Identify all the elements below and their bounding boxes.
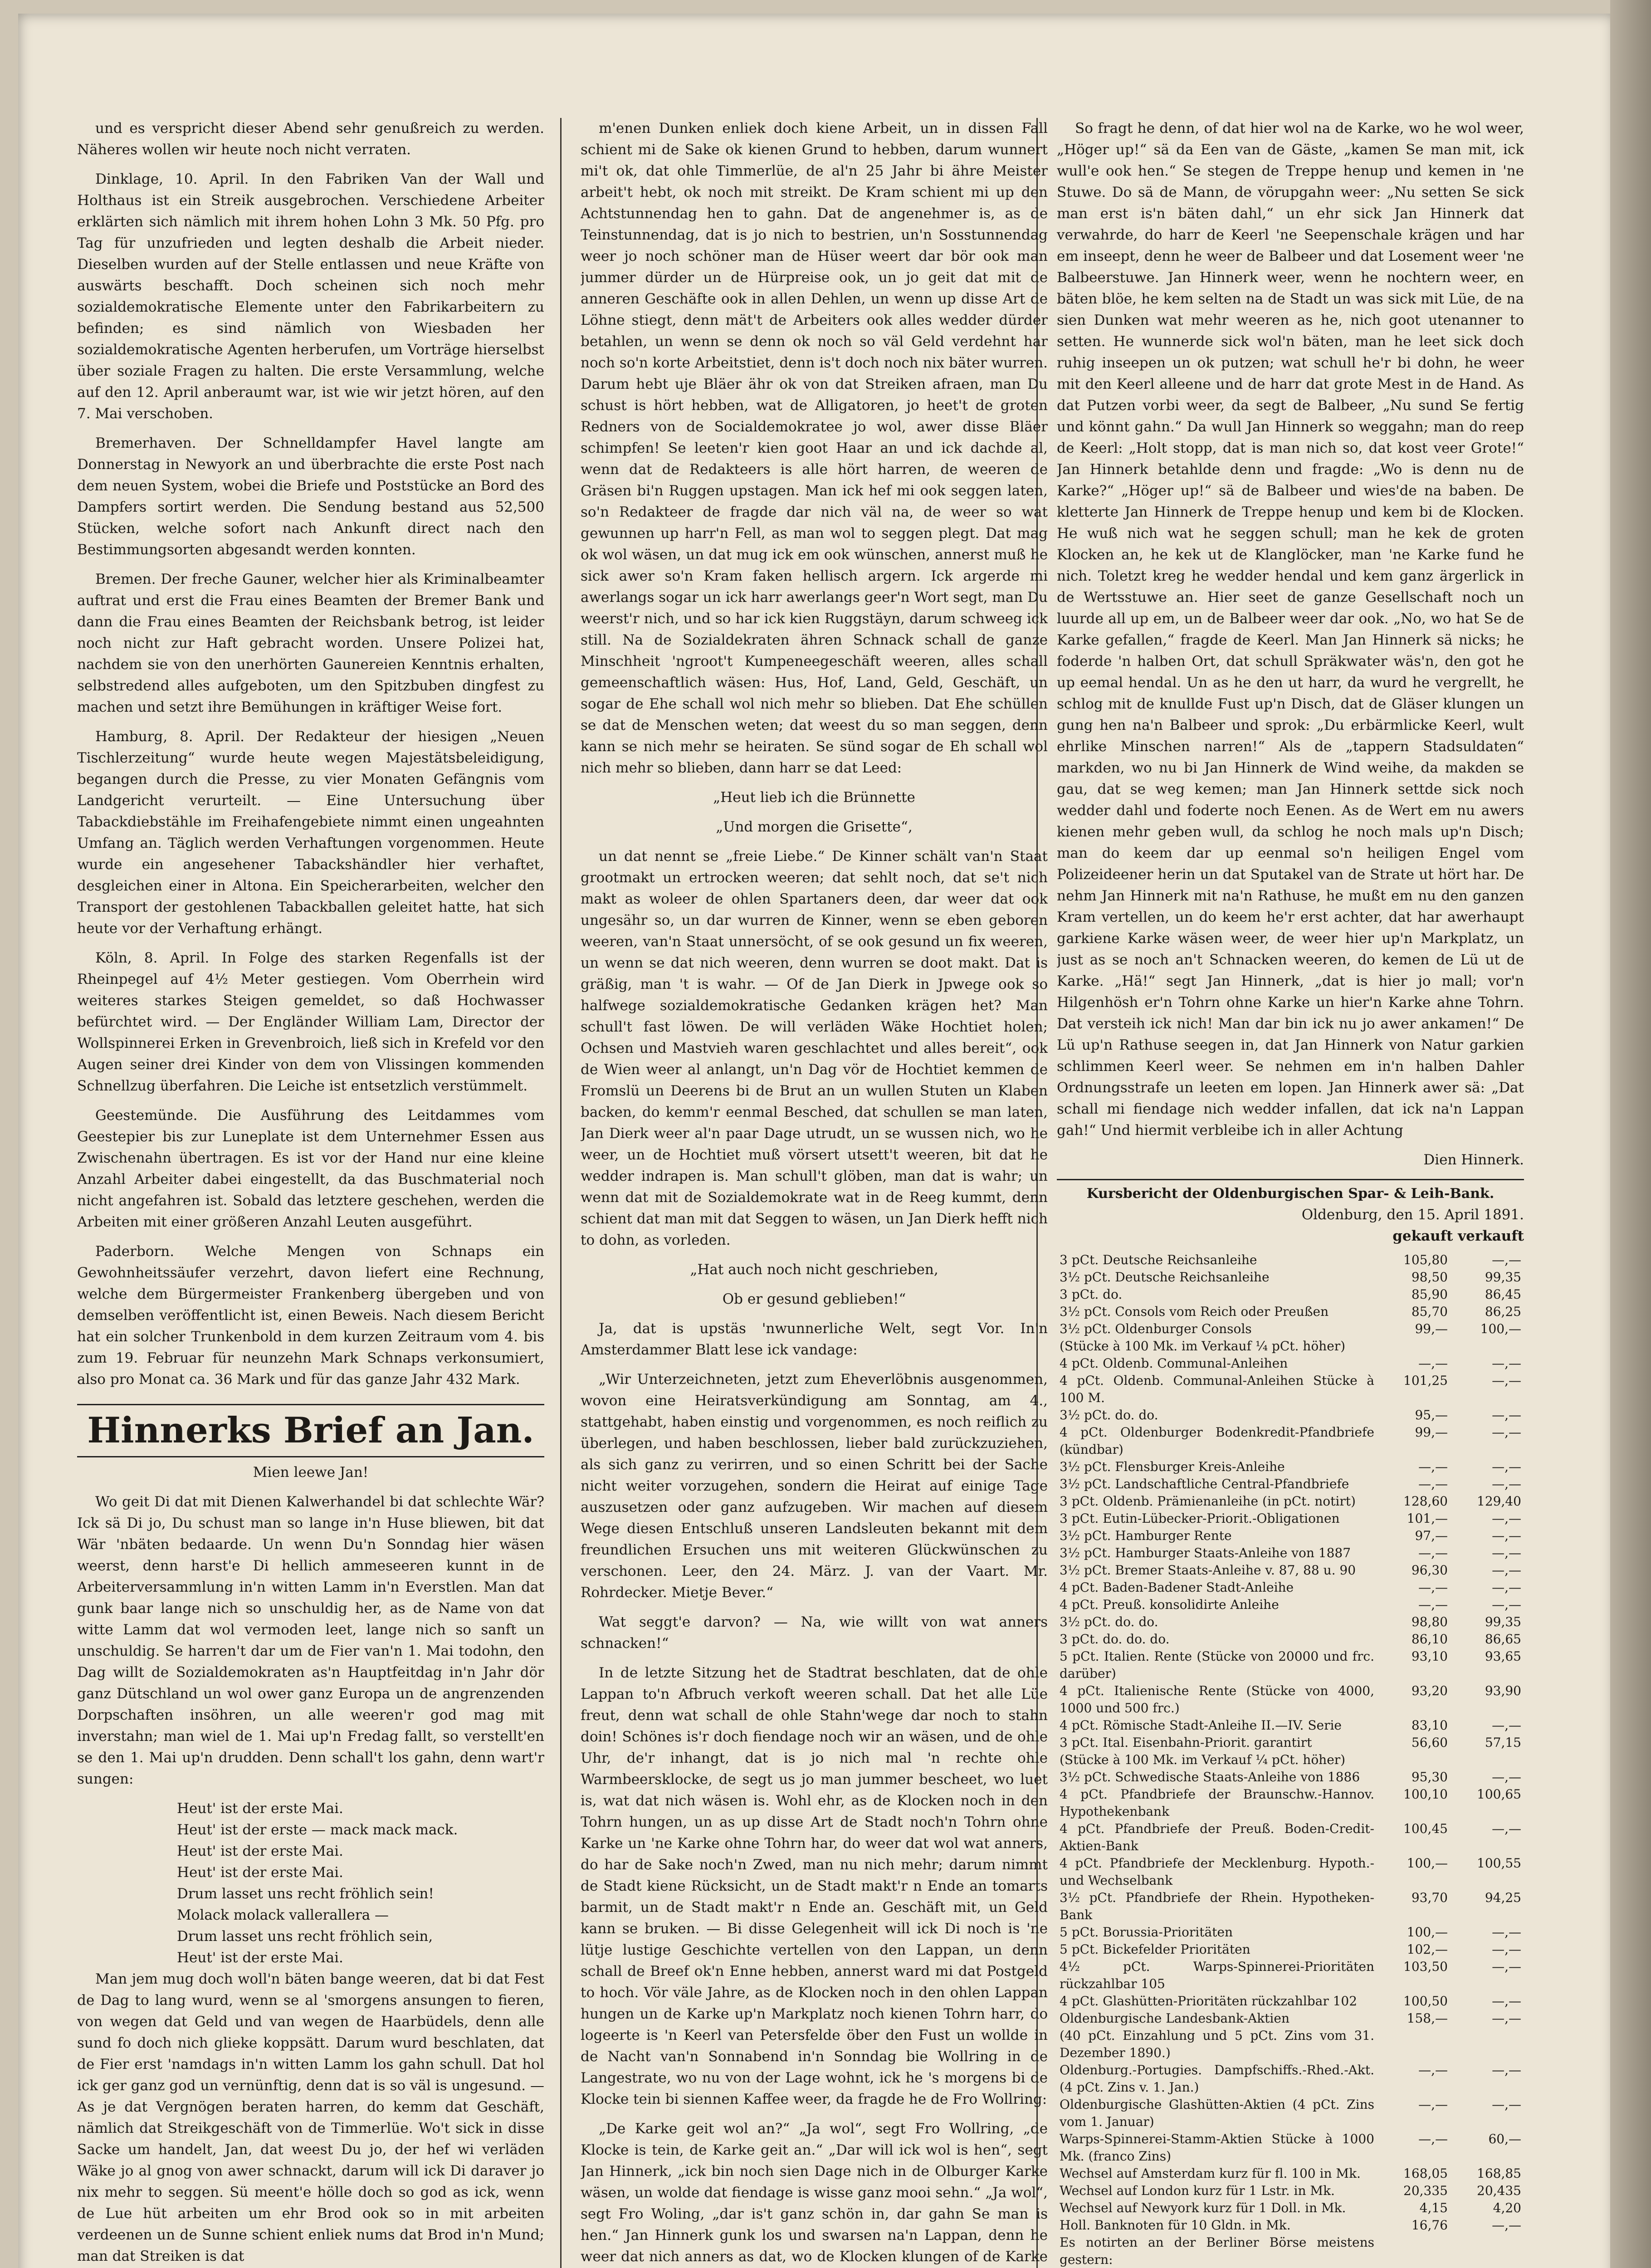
poem-line: Heut' ist der erste — mack mack mack.: [177, 1822, 458, 1838]
security-name: 3½ pCt. Landschaftliche Central-Pfandbriefe: [1060, 1476, 1349, 1491]
sell-price: 100,—: [1480, 1321, 1521, 1336]
news-hamburg: Hamburg, 8. April. Der Redakteur der hiesigen „Neuen Tischlerzeitung“ wurde heute wegen Majestätsbeleidigung, begangen durch die Presse, zu vier Monaten Gefängnis vom Landgericht verurteilt. — Eine Untersuchung über Tabackdiebstähle im Freihafengebiete nimmt einen ungeahnten Umfang an. Täglich werden Verhaftungen vorgenommen. Heute wurde ein angesehener Tabackshändler hier verhaftet, desgleichen einer in Altona. Ein Speicherarbeiten, welcher den Transport der gestohlenen Tabackballen geleitet hatte, hat sich heute vor der Verhaftung erhängt.: [77, 728, 544, 937]
buy-price: 86,10: [1411, 1632, 1448, 1647]
security-name: Oldenburg.-Portugies. Dampfschiffs.-Rhed.-Akt. (4 pCt. Zins v. 1. Jan.): [1060, 2063, 1374, 2095]
kurs-table: [1057, 1251, 1524, 2268]
poem-line: Molack molack vallerallera —: [177, 1907, 389, 1923]
letter-paragraph: In de letzte Sitzung het de Stadtrat beschlaten, dat de ohle Lappan to'n Afbruch verkoft weeren schall. Dat het alle Lüe freut, denn wat schall de ohle Stahn'wege dar noch to stahn doin! Schönes is'r doch fiendage noch wir an wäsen, und de ohle Uhr, de'r inhangt, dat is jo nich mal 'n rechte ohle Warmbeersklocke, de segt us jo man jummer bescheet, wo luet is, wat dat nich wäsen is. Wohl ehr, as de Klocken noch in den Tohrn hungen, un as up disse Art de Stadt noch'n Tohrn ohne Karke un 'ne Karke ohne Tohrn har, do weer dat wol wat anners, do har de Sake noch'n Zwed, man nu nich mehr; darum nimmt de Stadt kiene Rücksicht, un de Stadt makt'r n Ende an tomarts barmit, un de Stadt makt'r n Ende an. Geschäft mit, un Geld kann se bruken. — Bi disse Gelegenheit will ick Di noch is 'ne lütje lustige Geschichte vertellen von den Lappan, un denn schall de Breef ok'n Enne hebben, annerst ward mi dat Postgeld to hoch. Vör väle Jahre, as de Klocken noch in den ohlen Lappan hungen un de Karke up'n Markplatz noch kienen Tohrn harr, do logeerte is 'n Keerl van Petersfelde öber den Fust un wollde in de Nacht van'n Sonnabend in'n Sonndag bie Wollring in de Langestrate, wo nu von der Lage wohnt, ick he 's morgens bi de Klocke tein bi siennen Kaffee weer, da fragde he de Fro Wollring:: [581, 1665, 1048, 2107]
kurs-row: [1057, 1613, 1524, 1631]
buy-price: 56,60: [1411, 1735, 1448, 1750]
buy-price: —,—: [1418, 1459, 1448, 1474]
quote-line: „Hat auch noch nicht geschrieben,: [690, 1261, 938, 1278]
news-geestemuende: Geestemünde. Die Ausführung des Leitdammes vom Geestepier bis zur Luneplate ist dem Unternehmer Essen aus Zwischenahn übertragen. Es ist vor der Hand nur eine kleine Anzahl Arbeiter dabei eingestellt, da das Buschmaterial noch nicht angefahren ist. Sobald das letztere geschehen, werden die Arbeiten mit einer größeren Anzahl Leuten ausgeführt.: [77, 1107, 544, 1230]
article-headline: Hinnerks Brief an Jan.: [77, 1404, 544, 1457]
sell-price: —,—: [1492, 1408, 1521, 1422]
kurs-row: [1057, 1338, 1524, 1355]
kurs-row: [1057, 1424, 1524, 1458]
buy-price: 99,—: [1415, 1321, 1448, 1336]
sell-price: —,—: [1492, 1769, 1521, 1784]
sell-price: —,—: [1492, 1994, 1521, 2009]
buy-price: 93,20: [1411, 1683, 1448, 1698]
buy-price: 96,30: [1411, 1563, 1448, 1578]
sell-price: 86,45: [1485, 1287, 1521, 1302]
kurs-row: [1057, 1855, 1524, 1889]
article-text: und es verspricht dieser Abend sehr genußreich zu werden. Näheres wollen wir heute noch nicht verraten.: [77, 120, 544, 158]
security-name: (Stücke à 100 Mk. im Verkauf ¼ pCt. höher): [1060, 1752, 1346, 1767]
security-name: 4 pCt. Italienische Rente (Stücke von 4000, 1000 und 500 frc.): [1060, 1683, 1374, 1716]
column-1: [77, 118, 544, 2268]
sell-price: —,—: [1492, 1511, 1521, 1526]
sell-price: —,—: [1492, 1545, 1521, 1560]
kurs-row: [1057, 1717, 1524, 1734]
buy-price: 101,25: [1403, 1373, 1448, 1388]
security-name: Holl. Banknoten für 10 Gldn. in Mk.: [1060, 2218, 1291, 2233]
sell-price: —,—: [1492, 2097, 1521, 2112]
sell-price: —,—: [1492, 1942, 1521, 1957]
kurs-row: [1057, 1958, 1524, 1993]
kurs-row: [1057, 2062, 1524, 2096]
security-name: 4 pCt. Preuß. konsolidirte Anleihe: [1060, 1597, 1279, 1612]
poem-line: Heut' ist der erste Mai.: [177, 1864, 343, 1881]
sell-price: 94,25: [1485, 1890, 1521, 1905]
letter-paragraph: Wo geit Di dat mit Dienen Kalwerhandel bi dat schlechte Wär? Ick sä Di jo, Du schust man so lange in'n Huse bliewen, bit dat Wär 'nbäten bedaarde. Un wenn Du'n Sonndag hier wäsen weerst, denn harst'e Di hellich ammeseeren kunnt in de Arbeiterversammlung in'n witten Lamm in'n Everstlen. Man dat gunk baar lange nich so unschuldig her, as de Name von dat witte Lamm dat wol vermoden leet, lange nich so sanft un unschuldig. Se harren't dar um de Fier van'n 1. Mai todohn, den Dag willt de Sozialdemokraten as'n Hauptfeitdag in'n Jahr dör ganz Dütschland un wol ower ganz Europa un de angrenzenden Dorpschaften insöhren, un alle weeren'r god mag mit inverstahn; man wiel de 1. Mai up'n Fredag fallt, so verstellt'en se den 1. Mai up'n drudden. Denn schall't los gahn, denn wart'r sungen:: [77, 1494, 544, 1787]
letter-paragraph: m'enen Dunken enliek doch kiene Arbeit, un in dissen Fall schient mi de Sake ok kienen Grund to hebben, darum wunnert mi't ok, dat ohle Timmerlüe, de al'n 25 Jahr bi ähre Meister arbeit't hebt, ok noch mit streikt. De Kram schient mi up den Achtstunnendag hen to gahn. Dat de angenehmer is, as de Teinstunnendag, dat is jo nich to bestrien, un'n Sosstunnendag weer jo noch schöner man de Hüser weert dar bör ook man jummer dürder un de Hürpreise ook, un jo geit dat mit de anneren Geschäfte ook in allen Dehlen, un wenn up disse Art de Löhne stiegt, denn mät't de Arbeiters ook alles wedder dürder betahlen, un wenn se denn ok noch so väl Geld verdehnt har noch so'n korte Arbeitstiet, denn is't doch noch nix bäter wurren. Darum hebt uje Bläer ähr ok von dat Streiken afraen, man Du schust is hört hebben, wat de Alligatoren, jo heet't de groten Redners von de Socialdemokratee jo wol, awer disse Bläer schimpfen! Se leeten'r kien goot Haar an und ick dachde al, wenn dat de Redakteers is alle hört harren, de weeren de Gräsen bi'n Ruggen upstagen. Man ick hef mi ook seggen laten, so'n Redakteer de fragde dar nich väl na, de weer so wat gewunnen up harr'n Fell, as man wol to seggen plegt. Dat mag ok wol wäsen, un dat mug ick em ook wünschen, annerst muß he sick awer so'n Kram faken hellisch argern. Ick argerde mi awerlangs sogar un ick harr awerlangs geer'n Wort segt, man Du weerst'r nich, und so har ick kien Ruggstäyn, darum schweeg ick still. Na de Sozialdekraten ähren Schnack schall de ganze Minschheit 'ngroot't Kumpeneegeschäft weeren, alles schall gemeenschaftlich wäsen: Hus, Hof, Land, Geld, Geschäft, un sogar de Ehe schall wol nich mehr so blieben. Dat Ehe schüllen se dat de Menschen weten; dat weest du so man seggen, denn kann se nich mehr se heiraten. Se sünd sogar de Eh schall wol nich mehr so blieben, dann harr se dat Leed:: [581, 120, 1048, 776]
security-name: 3 pCt. Ital. Eisenbahn-Priorit. garantirt: [1060, 1735, 1312, 1750]
quote-line: „Heut lieb ich die Brünnette: [713, 789, 915, 806]
buy-price: 95,—: [1415, 1408, 1448, 1422]
buy-price: 97,—: [1415, 1528, 1448, 1543]
security-name: 4 pCt. Pfandbriefe der Braunschw.-Hannov. Hypothekenbank: [1060, 1787, 1374, 1819]
security-name: 3 pCt. do. do. do.: [1060, 1632, 1170, 1647]
buy-price: 168,05: [1403, 2166, 1448, 2181]
sell-price: —,—: [1492, 1476, 1521, 1491]
sell-price: 93,65: [1485, 1649, 1521, 1664]
buy-price: 100,—: [1407, 1925, 1448, 1940]
security-name: 4 pCt. Oldenb. Communal-Anleihen Stücke à 100 M.: [1060, 1373, 1374, 1405]
security-name: 5 pCt. Italien. Rente (Stücke von 20000 und frc. darüber): [1060, 1649, 1374, 1681]
security-name: 3½ pCt. Consols vom Reich oder Preußen: [1060, 1304, 1329, 1319]
letter-signature: Dien Hinnerk.: [1423, 1152, 1524, 1168]
buy-price: 100,10: [1403, 1787, 1448, 1802]
buy-price: 102,—: [1407, 1942, 1448, 1957]
letter-paragraph: So fragt he denn, of dat hier wol na de Karke, wo he wol weer, „Höger up!“ sä da Een van de Gäste, „kamen Se man mit, ick wull'e ook hen.“ Se stegen de Treppe henup und kemen in 'ne Stuwe. Do sä de Mann, de vörupgahn weer: „Nu setten Se sick man erst is'n bäten dahl,“ un ehr sick Jan Hinnerk dat verwahrde, do harr de Keerl 'ne Seepenschale krägen und har em inseept, denn he weer de Balbeer und dat Losement weer 'ne Balbeerstuwe. Jan Hinnerk weer, wenn he nochtern weer, en bäten blöe, he kem selten na de Stadt un was sick mit Lüe, de na sien Dunken wat mehr weeren as he, nich goot utenanner to setten. He wunnerde sick wol'n bäten, man he leet sick doch ruhig inseepen un ok putzen; wat schull he'r bi dohn, he weer mit den Keerl alleene und de harr dat grote Mest in de Hand. As dat Putzen vorbi weer, da segt de Balbeer, „Nu sund Se fertig und könnt gahn.“ Da wull Jan Hinnerk so weggahn; man do reep de Keerl: „Holt stopp, dat is man nich so, dat kost veer Grote!“ Jan Hinnerk betahlde denn und fragde: „Wo is denn nu de Karke?“ „Höger up!“ sä de Balbeer und wies'de na baben. De kletterte Jan Hinnerk de Treppe henup und kem bi de Klocken. He wuß nich wat he seggen schull; man he kek de groten Klocken an, he kek ut de Klanglöcker, man 'ne Karke fund he nich. Toletzt kreg he wedder hendal und kem ganz ärgerlick in de Wertsstuwe an. Hier seet de ganze Gesellschaft noch un luurde all up em, un de Balbeer weer dar ook. „No, wo hat Se de Karke gefallen,“ fragde de Keerl. Man Jan Hinnerk sä nicks; he foderde 'n halben Ort, dat schull Spräkwater wäs'n, den got he up eemal hendal. Un as he den ut harr, da wurd he vergrellt, he schlog mit de knullde Fust up'n Disch, dat de Gläser klungen un gung hen na'n Balbeer und sprok: „Du erbärmlicke Keerl, wult ehrlike Minschen narren!“ Als de „tappern Stadsuldaten“ markden, wo nu bi Jan Hinnerk de Wind weihe, da makden se gau, dat se weg kemen; man Jan Hinnerk settde sick noch wedder dahl und foderte noch Eenen. As de Wert em nu awers kienen mehr geben wull, da schlog he noch mals up'n Disch; man do keem dar up eenmal so'n heiligen Engel vom Polizeideener herin un dat Sputakel van de Strate ut hört har. De nehm Jan Hinnerk mit na'n Rathuse, he mußt em nu den ganzen Kram vertellen, un do keem he'r erst achter, dat har awerhaupt garkiene Karke wäsen weer, de weer hier up'n Markplatz, un just as se noch an't Schnacken weeren, do kemen de Lü ut de Karke. „Hä!“ segt Jan Hinnerk, „dat is hier jo mall; vor'n Hilgenhösh er'n Tohrn ohne Karke un hier'n Karke ahne Tohrn. Dat versteih ick nich! Man dar bin ick nu jo awer ankamen!“ De Lü up'n Rathuse seegen in, dat Jan Hinnerk von Natur garkien schlimmen Keerl weer. Se nehmen em in'n halben Dahler Ordnungsstrafe un leeten em lopen. Jan Hinnerk awer sä: „Dat schall mi fiendage nich wedder infallen, dat ick na'n Lappan gah!“ Und hiermit verbleibe ich in aller Achtung: [1057, 120, 1524, 1139]
newspaper-page: [18, 14, 1615, 2268]
sell-price: [1451, 1338, 1524, 1355]
security-name: 5 pCt. Bickefelder Prioritäten: [1060, 1942, 1250, 1957]
sell-price: [1451, 2027, 1524, 2062]
quote-line: Ob er gesund geblieben!“: [722, 1291, 906, 1307]
sell-price: —,—: [1492, 1528, 1521, 1543]
letter-paragraph: Ja, dat is upstäs 'nwunnerliche Welt, segt Vor. In'n Amsterdammer Blatt lese ick vandage:: [581, 1320, 1048, 1358]
buy-price: —,—: [1418, 2063, 1448, 2077]
sell-price: —,—: [1492, 1925, 1521, 1940]
kurs-row: [1057, 1372, 1524, 1407]
sell-price: —,—: [1492, 1597, 1521, 1612]
kurs-row: [1057, 1631, 1524, 1648]
letter-paragraph: Man jem mug doch woll'n bäten bange weeren, dat bi dat Fest de Dag to lang wurd, wenn se al 'smorgens ansungen to fieren, von wegen dat Geld und van wegen de Haarbüdels, denn alle sund fo doch nich glieke koppsätt. Darum wurd beschlaten, dat de Fier erst 'namdags in'n witten Lamm los gahn schull. Dat hol ick ger ganz god un vernünftig, denn dat is so väl is ungesund. — As je dat Vergnögen beraten harren, do kemm dat Geschäft, nämlich dat Streikgeschäft von de Timmerlüe. Wo't sick in disse Sacke um handelt, Jan, dat weest Du jo, der hef wi verläden Wäke jo al gnog von awer schnackt, darum will ick Di daraver jo nix mehr to seggen. Sü meent'e hölle doch so god as ick, wenn de Lue hüt arbeiten um ehr Brod ook so in mit arbeiten verdeenen un de Sunne schient enliek nums dat Brod in'n Mund; man dat Streiken is dat: [77, 1971, 544, 2264]
sell-price: 57,15: [1485, 1735, 1521, 1750]
security-name: 3½ pCt. Deutsche Reichsanleihe: [1060, 1270, 1270, 1285]
kurs-row: [1057, 1355, 1524, 1372]
buy-price: [1377, 1338, 1451, 1355]
security-name: Es notirten an der Berliner Börse meistens gestern:: [1060, 2235, 1374, 2267]
poem-line: Drum lasset uns recht fröhlich sein,: [177, 1928, 433, 1945]
buy-price: 20,335: [1403, 2183, 1448, 2198]
sell-price: —,—: [1492, 1252, 1521, 1267]
kurs-row: [1057, 1545, 1524, 1562]
buy-price: 100,45: [1403, 1821, 1448, 1836]
kurs-row: [1057, 2200, 1524, 2217]
sell-price: 100,55: [1477, 1856, 1521, 1871]
sell-price: 93,90: [1485, 1683, 1521, 1698]
poem-line: Heut' ist der erste Mai.: [177, 1843, 343, 1859]
sell-price: —,—: [1492, 1459, 1521, 1474]
column-3: [1057, 118, 1524, 2268]
sell-price: 60,—: [1488, 2131, 1521, 2146]
buy-price: 100,—: [1407, 1856, 1448, 1871]
kurs-row: [1057, 1286, 1524, 1303]
poem-line: Heut' ist der erste Mai.: [177, 1800, 343, 1817]
quote-line: „Und morgen die Grisette“,: [716, 819, 913, 835]
kurs-row: [1057, 1303, 1524, 1320]
kurs-row: [1057, 1751, 1524, 1769]
sell-price: 129,40: [1477, 1494, 1521, 1509]
kursbericht-columns: gekauft verkauft: [1392, 1228, 1524, 1244]
security-name: Wechsel auf Newyork kurz für 1 Doll. in Mk.: [1060, 2200, 1346, 2215]
security-name: 3 pCt. do.: [1060, 1287, 1123, 1302]
kursbericht-date: Oldenburg, den 15. April 1891.: [1301, 1207, 1524, 1223]
sell-price: —,—: [1492, 1563, 1521, 1578]
buy-price: 93,70: [1411, 1890, 1448, 1905]
buy-price: 4,15: [1419, 2200, 1448, 2215]
page-edge: [1610, 0, 1651, 2268]
sell-price: [1451, 1751, 1524, 1769]
kurs-row: [1057, 2234, 1524, 2268]
kurs-row: [1057, 1769, 1524, 1786]
sell-price: 4,20: [1493, 2200, 1521, 2215]
security-name: 4 pCt. Baden-Badener Stadt-Anleihe: [1060, 1580, 1294, 1595]
kurs-row: [1057, 1682, 1524, 1717]
poem-line: Drum lasset uns recht fröhlich sein!: [177, 1886, 434, 1902]
kurs-row: [1057, 1924, 1524, 1941]
sell-price: —,—: [1492, 2218, 1521, 2233]
buy-price: 100,50: [1403, 1994, 1448, 2009]
kurs-row: [1057, 1889, 1524, 1924]
security-name: 4 pCt. Oldenburger Bodenkredit-Pfandbriefe (kündbar): [1060, 1425, 1374, 1457]
kurs-row: [1057, 1320, 1524, 1338]
security-name: 3½ pCt. Hamburger Staats-Anleihe von 1887: [1060, 1545, 1351, 1560]
security-name: 3½ pCt. Bremer Staats-Anleihe v. 87, 88 u. 90: [1060, 1563, 1356, 1578]
security-name: Oldenburgische Landesbank-Aktien: [1060, 2011, 1290, 2026]
letter-paragraph: „De Karke geit wol an?“ „Ja wol“, segt Fro Wollring, „de Klocke is tein, de Karke geit an.“ „Dar will ick wol is hen“, segt Jan Hinnerk, „ick bin noch sien Dage nich in de Olburger Karke wäsen, un wolde dat fiendage is wisse ganz mooi sehn.“ „Ja wol“, segt Fro Woling, „dar is't ganz schön in, dar gahn Se man is hen.“ Jan Hinnerk gunk los und swarsen na'n Lappan, denn he weer dat nich anners as dat, wo de Klocken klungen of de Karke: [581, 2121, 1048, 2265]
security-name: (Stücke à 100 Mk. im Verkauf ¼ pCt. höher): [1060, 1339, 1346, 1354]
security-name: 3 pCt. Oldenb. Prämienanleihe (in pCt. notirt): [1060, 1494, 1356, 1509]
kurs-row: [1057, 2182, 1524, 2200]
kurs-row: [1057, 1407, 1524, 1424]
kurs-row: [1057, 1476, 1524, 1493]
kurs-row: [1057, 1510, 1524, 1527]
news-bremerhaven: Bremerhaven. Der Schnelldampfer Havel langte am Donnerstag in Newyork an und überbrachte die erste Post nach dem neuen System, wobei die Briefe und Poststücke an Bord des Dampfers sortirt werden. Die Sendung bestand aus 52,500 Stücken, welche sofort nach Ankunft direct nach den Bestimmungsorten abgesandt werden konnten.: [77, 435, 544, 558]
sell-price: —,—: [1492, 1959, 1521, 1974]
security-name: Warps-Spinnerei-Stamm-Aktien Stücke à 1000 Mk. (franco Zins): [1060, 2131, 1374, 2164]
buy-price: 128,60: [1403, 1494, 1448, 1509]
buy-price: 101,—: [1407, 1511, 1448, 1526]
news-bremen: Bremen. Der freche Gauner, welcher hier als Kriminalbeamter auftrat und erst die Frau eines Beamten der Bremer Bank und dann die Frau eines Beamten der Reichsbank betrog, ist leider noch nicht zur Haft gebracht worden. Unsere Polizei hat, nachdem sie von den unerhörten Gaunereien Kenntnis erhalten, selbstredend alles aufgeboten, um den Spitzbuben dingfest zu machen und setzt ihre Bemühungen in kräftiger Weise fort.: [77, 571, 544, 715]
security-name: 3½ pCt. Pfandbriefe der Rhein. Hypotheken-Bank: [1060, 1890, 1374, 1922]
security-name: 3½ pCt. Oldenburger Consols: [1060, 1321, 1252, 1336]
kurs-row: [1057, 1820, 1524, 1855]
sell-price: —,—: [1492, 1373, 1521, 1388]
security-name: 3½ pCt. Schwedische Staats-Anleihe von 1886: [1060, 1769, 1360, 1784]
sell-price: 20,435: [1477, 2183, 1521, 2198]
kurs-row: [1057, 1596, 1524, 1613]
security-name: 3½ pCt. do. do.: [1060, 1614, 1158, 1629]
kurs-row: [1057, 2217, 1524, 2234]
kurs-row: [1057, 1941, 1524, 1958]
buy-price: 99,—: [1415, 1425, 1448, 1440]
sell-price: —,—: [1492, 2063, 1521, 2077]
security-name: 5 pCt. Borussia-Prioritäten: [1060, 1925, 1233, 1940]
buy-price: 83,10: [1411, 1718, 1448, 1733]
kurs-row: [1057, 1562, 1524, 1579]
sell-price: 86,25: [1485, 1304, 1521, 1319]
news-dinklage: Dinklage, 10. April. In den Fabriken Van der Wall und Holthaus ist ein Streik ausgebrochen. Verschiedene Arbeiter erklärten sich nämlich mit ihrem hohen Lohn 3 Mk. 50 Pfg. pro Tag für unzufrieden und legten deshalb die Arbeit nieder. Dieselben wurden auf der Stelle entlassen und neue Kräfte von auswärts beschafft. Doch scheinen sich noch mehr sozialdemokratische Elemente unter den Fabrikarbeitern zu befinden; es sind nämlich von Wiesbaden her sozialdemokratische Agenten herberufen, um Vorträge hierselbst über soziale Fragen zu halten. Die erste Versammlung, welche auf den 12. April anberaumt war, ist wie wir jetzt hören, auf den 7. Mai verschoben.: [77, 171, 544, 422]
column-2: [581, 118, 1048, 2268]
quoted-notice: „Wir Unterzeichneten, jetzt zum Eheverlöbnis ausgenommen, wovon eine Heiratsverkündigung am Sonntag, am 4., stattgehabt, haben einstig und vorgenommen, es noch reiflich zu überlegen, und haben beschlossen, lieber bald zurückzuziehen, als sich ganz zu verirren, und so einen Schritt bei der Sache nicht weiter vorzugehen, sondern die Heirat auf einige Tage auszusetzen oder ganz aufzugeben. Wir machen auf diesem Wege diesen Entschluß unseren Landsleuten bekannt mit dem freundlichen Ersuchen uns mit weiteren Glückwünschen zu verschonen. Leer, den 24. März. J. van der Vaart. Mr. Rohrdecker. Mietje Bever.“: [581, 1371, 1048, 1601]
security-name: Oldenburgische Glashütten-Aktien (4 pCt. Zins vom 1. Januar): [1060, 2097, 1374, 2129]
kurs-row: [1057, 2165, 1524, 2182]
security-name: 4 pCt. Römische Stadt-Anleihe II.—IV. Serie: [1060, 1718, 1342, 1733]
letter-salutation: Mien leewe Jan!: [253, 1464, 369, 1481]
security-name: Wechsel auf London kurz für 1 Lstr. in Mk.: [1060, 2183, 1335, 2198]
kurs-row: [1057, 1458, 1524, 1476]
kurs-row: [1057, 1734, 1524, 1751]
buy-price: [1377, 2027, 1451, 2062]
buy-price: 98,80: [1411, 1614, 1448, 1629]
sell-price: 99,35: [1485, 1270, 1521, 1285]
buy-price: 103,50: [1403, 1959, 1448, 1974]
security-name: 3½ pCt. Hamburger Rente: [1060, 1528, 1232, 1543]
sell-price: —,—: [1492, 1718, 1521, 1733]
buy-price: —,—: [1418, 1545, 1448, 1560]
security-name: 4 pCt. Pfandbriefe der Mecklenburg. Hypoth.- und Wechselbank: [1060, 1856, 1374, 1888]
sell-price: 168,85: [1477, 2166, 1521, 2181]
buy-price: [1377, 2234, 1451, 2268]
buy-price: 98,50: [1411, 1270, 1448, 1285]
security-name: 3½ pCt. Flensburger Kreis-Anleihe: [1060, 1459, 1285, 1474]
buy-price: —,—: [1418, 1476, 1448, 1491]
column-rule: [560, 118, 562, 2268]
security-name: 4 pCt. Pfandbriefe der Preuß. Boden-Credit-Aktien-Bank: [1060, 1821, 1374, 1853]
sell-price: —,—: [1492, 1821, 1521, 1836]
sell-price: 86,65: [1485, 1632, 1521, 1647]
kurs-row: [1057, 2096, 1524, 2131]
security-name: (40 pCt. Einzahlung und 5 pCt. Zins vom 31. Dezember 1890.): [1060, 2028, 1374, 2060]
news-koeln: Köln, 8. April. In Folge des starken Regenfalls ist der Rheinpegel auf 4½ Meter gestiegen. Vom Oberrhein wird weiteres starkes Steigen gemeldet, so daß Hochwasser befürchtet wird. — Der Engländer William Lam, Director der Wollspinnerei Erken in Grevenbroich, ließ sich in Krefeld vor den Augen seiner drei Kinder von dem von Vlissingen kommenden Schnellzug überfahren. Die Leiche ist entsetzlich verstümmelt.: [77, 950, 544, 1094]
security-name: 4 pCt. Glashütten-Prioritäten rückzahlbar 102: [1060, 1994, 1358, 2009]
sell-price: [1451, 2234, 1524, 2268]
kurs-row: [1057, 1786, 1524, 1820]
buy-price: 16,76: [1411, 2218, 1448, 2233]
sell-price: —,—: [1492, 1356, 1521, 1371]
buy-price: 158,—: [1407, 2011, 1448, 2026]
buy-price: —,—: [1418, 1356, 1448, 1371]
kurs-row: [1057, 1579, 1524, 1596]
buy-price: 85,90: [1411, 1287, 1448, 1302]
kurs-row: [1057, 2131, 1524, 2165]
kurs-row: [1057, 1493, 1524, 1510]
kurs-row: [1057, 1527, 1524, 1545]
letter-paragraph: un dat nennt se „freie Liebe.“ De Kinner schält van'n Staat grootmakt un ertrocken weeren; dat sehlt noch, dat se't nich makt as woleer de ohlen Spartaners deen, dar weer dat ook ungesähr so, un dar wurren de Kinner, wenn se eben geboren weeren, van'n Staat unnersöcht, of se ook gesund un fix weeren, un wenn se dat nich weeren, denn wurren se doot makt. Dat is gräßig, man 't is wahr. — Of de Jan Dierk in Jpwege ook so halfwege sozialdemokratische Gedanken krägen het? Man schull't fast löwen. De will verläden Wäke Hochtiet holen; Ochsen und Mastvieh waren geschlachtet und alles bereit“, ook de Wien weer al anlangt, un'n Dag vör de Hochtiet kemmen de Fromslü un Deerens bi de Brut an un wullen Stuten un Klaben backen, do kemm'r eenmal Besched, dat schullen se man laten, Jan Dierk weer al'n paar Dage utrudt, un se wussen nich, wo he weer, un de Hochtiet muß vörsert utsett't weeren, bit dat he wedder indrapen is. Man schull't glöben, man dat is wahr; un wenn dat mit de Sozialdemokrate wat in de Reeg kummt, denn schient dat man mit dat Seggen to wäsen, un Jan Dierk hefft nich to dohn, as vorleden.: [581, 848, 1048, 1248]
buy-price: —,—: [1418, 1597, 1448, 1612]
buy-price: —,—: [1418, 2097, 1448, 2112]
kursbericht-title: Kursbericht der Oldenburgischen Spar- & Leih-Bank.: [1057, 1179, 1524, 1204]
buy-price: —,—: [1418, 1580, 1448, 1595]
buy-price: 105,80: [1403, 1252, 1448, 1267]
kurs-row: [1057, 1648, 1524, 1682]
security-name: Wechsel auf Amsterdam kurz für fl. 100 in Mk.: [1060, 2166, 1361, 2181]
sell-price: 99,35: [1485, 1614, 1521, 1629]
buy-price: 85,70: [1411, 1304, 1448, 1319]
kurs-row: [1057, 1993, 1524, 2010]
sell-price: 100,65: [1477, 1787, 1521, 1802]
kurs-row: [1057, 2010, 1524, 2027]
news-paderborn: Paderborn. Welche Mengen von Schnaps ein Gewohnheitssäufer verzehrt, davon liefert eine Rechnung, welche dem Bürgermeister Frankenberg übergeben und von demselben veröffentlicht ist, einen Beweis. Nach diesem Bericht hat ein solcher Trunkenbold in dem kurzen Zeitraum vom 4. bis zum 19. Februar für neunzehn Mark Schnaps verkonsumiert, also pro Monat ca. 36 Mark und für das ganze Jahr 432 Mark.: [77, 1243, 544, 1388]
kurs-row: [1057, 2027, 1524, 2062]
security-name: 4½ pCt. Warps-Spinnerei-Prioritäten rückzahlbar 105: [1060, 1959, 1374, 1991]
security-name: 3 pCt. Eutin-Lübecker-Priorit.-Obligationen: [1060, 1511, 1340, 1526]
buy-price: [1377, 1751, 1451, 1769]
kurs-row: [1057, 1251, 1524, 1269]
buy-price: —,—: [1418, 2131, 1448, 2146]
letter-paragraph: Wat seggt'e darvon? — Na, wie willt von wat anners schnacken!“: [581, 1614, 1048, 1652]
sell-price: —,—: [1492, 1425, 1521, 1440]
security-name: 3½ pCt. do. do.: [1060, 1408, 1158, 1422]
security-name: 4 pCt. Oldenb. Communal-Anleihen: [1060, 1356, 1288, 1371]
sell-price: —,—: [1492, 2011, 1521, 2026]
security-name: 3 pCt. Deutsche Reichsanleihe: [1060, 1252, 1257, 1267]
kurs-row: [1057, 1269, 1524, 1286]
buy-price: 93,10: [1411, 1649, 1448, 1664]
buy-price: 95,30: [1411, 1769, 1448, 1784]
sell-price: —,—: [1492, 1580, 1521, 1595]
poem-line: Heut' ist der erste Mai.: [177, 1950, 343, 1966]
